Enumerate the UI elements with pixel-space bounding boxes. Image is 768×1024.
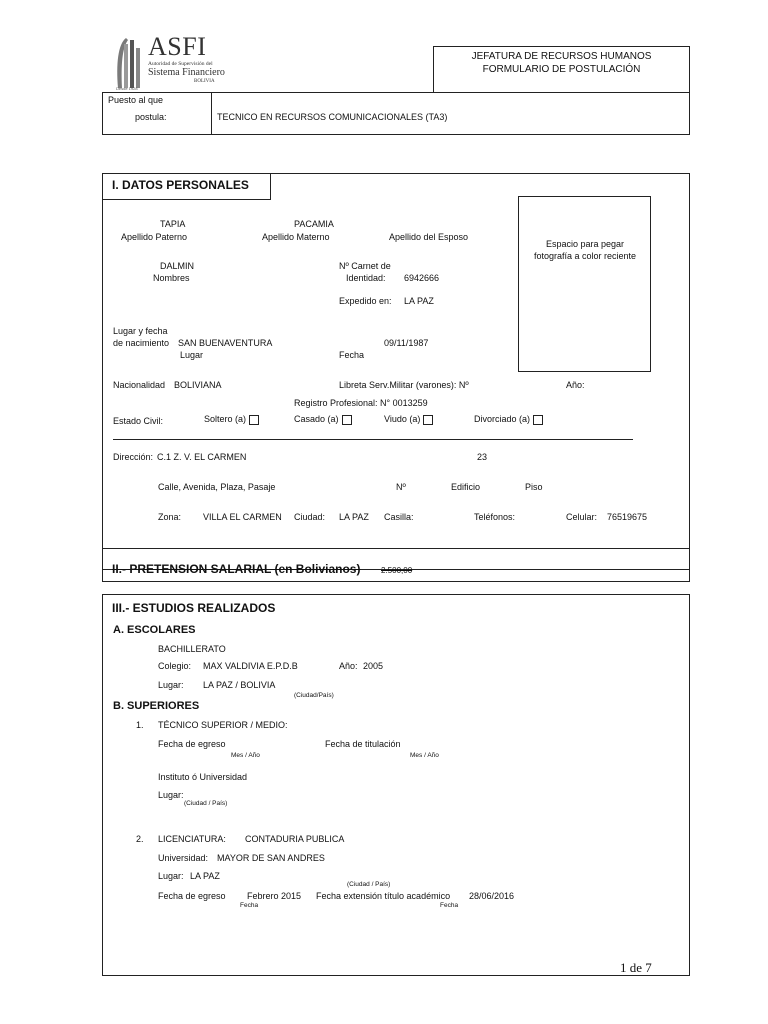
viudo-option[interactable] (384, 414, 433, 425)
soltero-label: Soltero (a) (204, 414, 247, 424)
casado-label: Casado (a) (294, 414, 339, 424)
lugar-label1: Lugar y fecha (113, 326, 168, 336)
section2-value: 2.500,00 (381, 566, 413, 575)
fecha-sub: Fecha (339, 350, 365, 360)
extension-value: 28/06/2016 (469, 891, 515, 901)
paterno-value: TAPIA (160, 219, 186, 229)
lugar-label2: de nacimiento (113, 338, 170, 348)
escolares-title: A. ESCOLARES (113, 624, 196, 636)
divorciado-option[interactable] (474, 414, 543, 425)
expedido-label: Expedido en: (339, 296, 392, 306)
section1-divider (113, 439, 633, 440)
logo-acronym: ASFI (148, 32, 207, 61)
universidad-label: Universidad: (158, 853, 209, 863)
materno-value: PACAMIA (294, 219, 334, 229)
tecnico-ciudad-pais-hint: (Ciudad / País) (184, 800, 228, 807)
item2-number: 2. (136, 834, 144, 844)
egreso-label: Fecha de egreso (158, 739, 226, 749)
egreso-mes-anio-hint: Mes / Año (231, 752, 260, 759)
materno-label: Apellido Materno (262, 232, 330, 242)
colegio-value: MAX VALDIVIA E.P.D.B (203, 661, 298, 671)
anio-label: Año: (566, 380, 585, 390)
casado-option[interactable] (294, 414, 352, 425)
divorciado-checkbox[interactable] (533, 415, 543, 425)
calle-label: Calle, Avenida, Plaza, Pasaje (158, 482, 276, 492)
carnet-label2: Identidad: (346, 273, 386, 283)
colegio-lugar-label: Lugar: (158, 680, 184, 690)
extension-fecha-hint: Fecha (440, 902, 459, 909)
casado-checkbox[interactable] (342, 415, 352, 425)
lic-lugar-value: LA PAZ (190, 871, 220, 881)
piso-label: Piso (525, 482, 543, 492)
divorciado-label: Divorciado (a) (474, 414, 531, 424)
tecnico-lugar-label: Lugar: (158, 790, 184, 800)
viudo-label: Viudo (a) (384, 414, 421, 424)
puesto-value: TECNICO EN RECURSOS COMUNICACIONALES (TA3) (217, 112, 448, 122)
esposo-label: Apellido del Esposo (389, 232, 469, 242)
direccion-value: C.1 Z. V. EL CARMEN (157, 452, 247, 462)
registro-profesional: Registro Profesional: N° 0013259 (294, 398, 428, 408)
page-number: 1 de 7 (620, 960, 652, 975)
lic-ciudad-pais-hint: (Ciudad / País) (347, 881, 391, 888)
nombres-label: Nombres (153, 273, 190, 283)
carnet-label1: Nº Carnet de (339, 261, 391, 271)
lic-egreso-fecha-hint: Fecha (240, 902, 259, 909)
logo-since: Desde 1928 (116, 86, 138, 91)
lic-lugar-label: Lugar: (158, 871, 184, 881)
expedido-value: LA PAZ (404, 296, 434, 306)
licenciatura-label: LICENCIATURA: (158, 834, 226, 844)
estado-civil-label: Estado Civil: (113, 416, 164, 426)
colegio-anio-value: 2005 (363, 661, 384, 671)
fecha-nac-value: 09/11/1987 (384, 338, 429, 348)
logo-line1: Autoridad de Supervisión del (148, 61, 213, 67)
ciudad-pais-hint: (Ciudad/País) (294, 692, 334, 699)
numero-label: Nº (396, 482, 406, 492)
zona-label: Zona: (158, 512, 182, 522)
item1-number: 1. (136, 720, 144, 730)
lic-egreso-label: Fecha de egreso (158, 891, 226, 901)
casilla-label: Casilla: (384, 512, 414, 522)
section2-title: II.- PRETENSION SALARIAL (en Bolivianos) (112, 562, 361, 576)
extension-label: Fecha extensión título académico (316, 891, 451, 901)
titulacion-mes-anio-hint: Mes / Año (410, 752, 439, 759)
photo-box (518, 196, 651, 372)
nacionalidad-value: BOLIVIANA (174, 380, 222, 390)
celular-value: 76519675 (607, 512, 648, 522)
bachillerato-label: BACHILLERATO (158, 644, 226, 654)
universidad-value: MAYOR DE SAN ANDRES (217, 853, 325, 863)
edificio-label: Edificio (451, 482, 481, 492)
superiores-title: B. SUPERIORES (113, 700, 200, 712)
logo-line3: BOLIVIA (194, 79, 215, 84)
header-line1: JEFATURA DE RECURSOS HUMANOS (471, 51, 652, 62)
asfi-logo (112, 32, 225, 92)
ciudad-label: Ciudad: (294, 512, 326, 522)
tecnico-label: TÉCNICO SUPERIOR / MEDIO: (158, 720, 288, 730)
libreta-label: Libreta Serv.Militar (varones): Nº (339, 380, 469, 390)
carnet-value: 6942666 (404, 273, 440, 283)
paterno-label: Apellido Paterno (121, 232, 188, 242)
telefonos-label: Teléfonos: (474, 512, 516, 522)
puesto-divider (211, 92, 212, 135)
colegio-label: Colegio: (158, 661, 192, 671)
colegio-anio-label: Año: (339, 661, 358, 671)
lic-egreso-value: Febrero 2015 (247, 891, 302, 901)
celular-label: Celular: (566, 512, 598, 522)
puesto-label1: Puesto al que (108, 95, 164, 105)
titulacion-label: Fecha de titulación (325, 739, 401, 749)
ciudad-value: LA PAZ (339, 512, 369, 522)
section3-title: III.- ESTUDIOS REALIZADOS (112, 601, 276, 615)
viudo-checkbox[interactable] (423, 415, 433, 425)
direccion-label: Dirección: (113, 452, 154, 462)
lugar-value: SAN BUENAVENTURA (178, 338, 273, 348)
zona-value: VILLA EL CARMEN (203, 512, 282, 522)
soltero-checkbox[interactable] (249, 415, 259, 425)
building-icon (112, 34, 142, 90)
numero-value: 23 (477, 452, 488, 462)
colegio-lugar-value: LA PAZ / BOLIVIA (203, 680, 276, 690)
section1-title: I. DATOS PERSONALES (112, 178, 249, 192)
soltero-option[interactable] (204, 414, 259, 425)
header-line2: FORMULARIO DE POSTULACIÓN (482, 64, 641, 75)
lugar-sub: Lugar (180, 350, 204, 360)
nacionalidad-label: Nacionalidad (113, 380, 166, 390)
photo-placeholder-text: Espacio para pegar fotografía a color reciente (533, 239, 637, 261)
logo-line2: Sistema Financiero (148, 67, 225, 78)
nombres-value: DALMIN (160, 261, 195, 271)
licenciatura-value: CONTADURIA PUBLICA (245, 834, 345, 844)
puesto-label2: postula: (135, 112, 167, 122)
instituto-label: Instituto ó Universidad (158, 772, 248, 782)
